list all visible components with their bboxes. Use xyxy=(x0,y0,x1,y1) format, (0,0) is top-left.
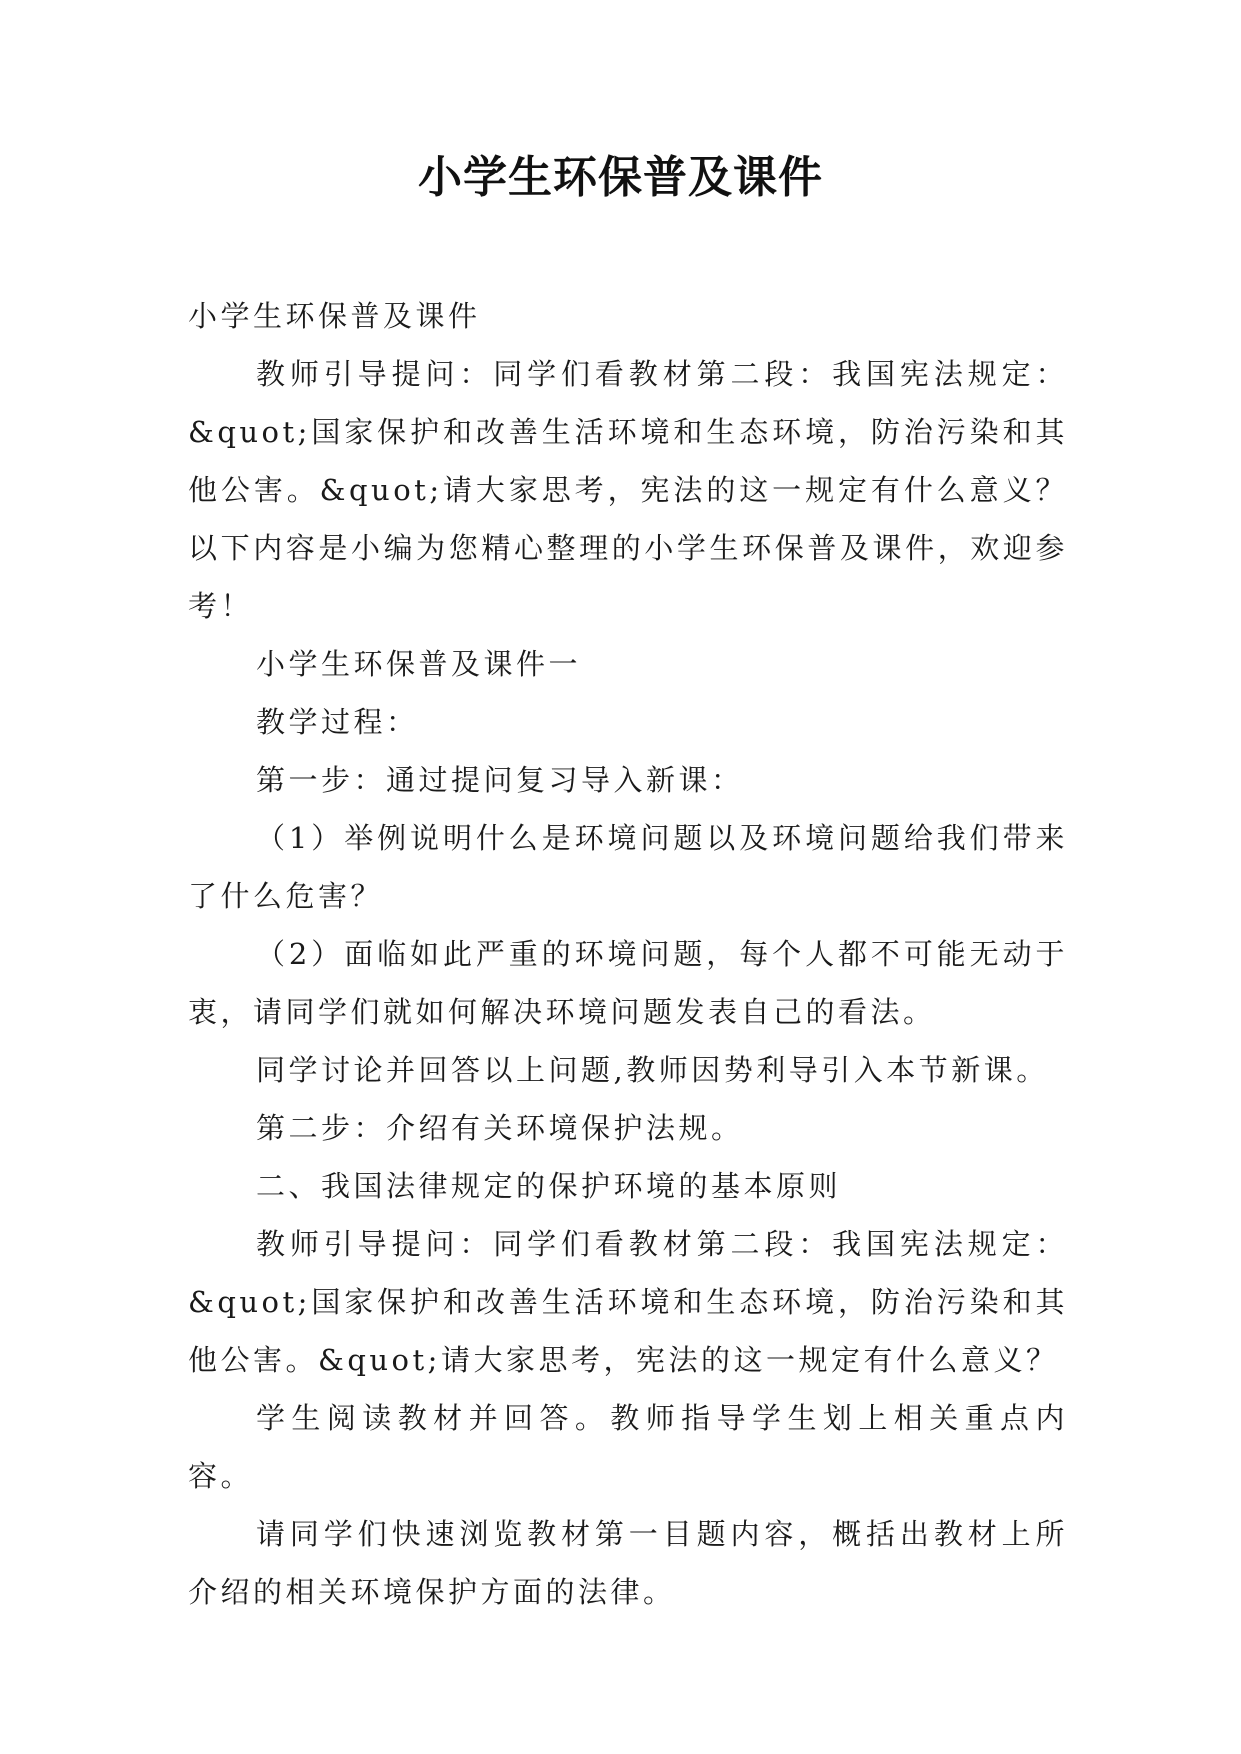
document-body xyxy=(188,287,1068,1621)
paragraph: 教学过程： xyxy=(256,705,419,739)
intro-paragraph: 教师引导提问：同学们看教材第二段：我国宪法规定：&quot;国家保护和改善生活环境和生态环境，防治污染和其他公害。&quot;请大家思考，宪法的这一规定有什么意义？以下内容是小编为您精心整理的小学生环保普及课件，欢迎参考！ xyxy=(188,357,1068,623)
paragraph: 教师引导提问：同学们看教材第二段：我国宪法规定：&quot;国家保护和改善生活环境和生态环境，防治污染和其他公害。&quot;请大家思考，宪法的这一规定有什么意义？ xyxy=(188,1227,1068,1377)
paragraph: （2）面临如此严重的环境问题，每个人都不可能无动于衷，请同学们就如何解决环境问题发表自己的看法。 xyxy=(188,937,1068,1029)
paragraph: 同学讨论并回答以上问题,教师因势利导引入本节新课。 xyxy=(256,1053,1049,1087)
subtitle-paragraph: 小学生环保普及课件 xyxy=(188,299,481,333)
document-title: 小学生环保普及课件 xyxy=(418,152,823,203)
paragraph: 请同学们快速浏览教材第一目题内容，概括出教材上所介绍的相关环境保护方面的法律。 xyxy=(188,1517,1068,1609)
section-heading: 小学生环保普及课件一 xyxy=(256,647,582,681)
paragraph: 二、我国法律规定的保护环境的基本原则 xyxy=(256,1169,842,1203)
paragraph: （1）举例说明什么是环境问题以及环境问题给我们带来了什么危害？ xyxy=(188,821,1068,913)
paragraph: 学生阅读教材并回答。教师指导学生划上相关重点内容。 xyxy=(188,1401,1068,1493)
paragraph: 第一步：通过提问复习导入新课： xyxy=(256,763,744,797)
paragraph: 第二步：介绍有关环境保护法规。 xyxy=(256,1111,744,1145)
